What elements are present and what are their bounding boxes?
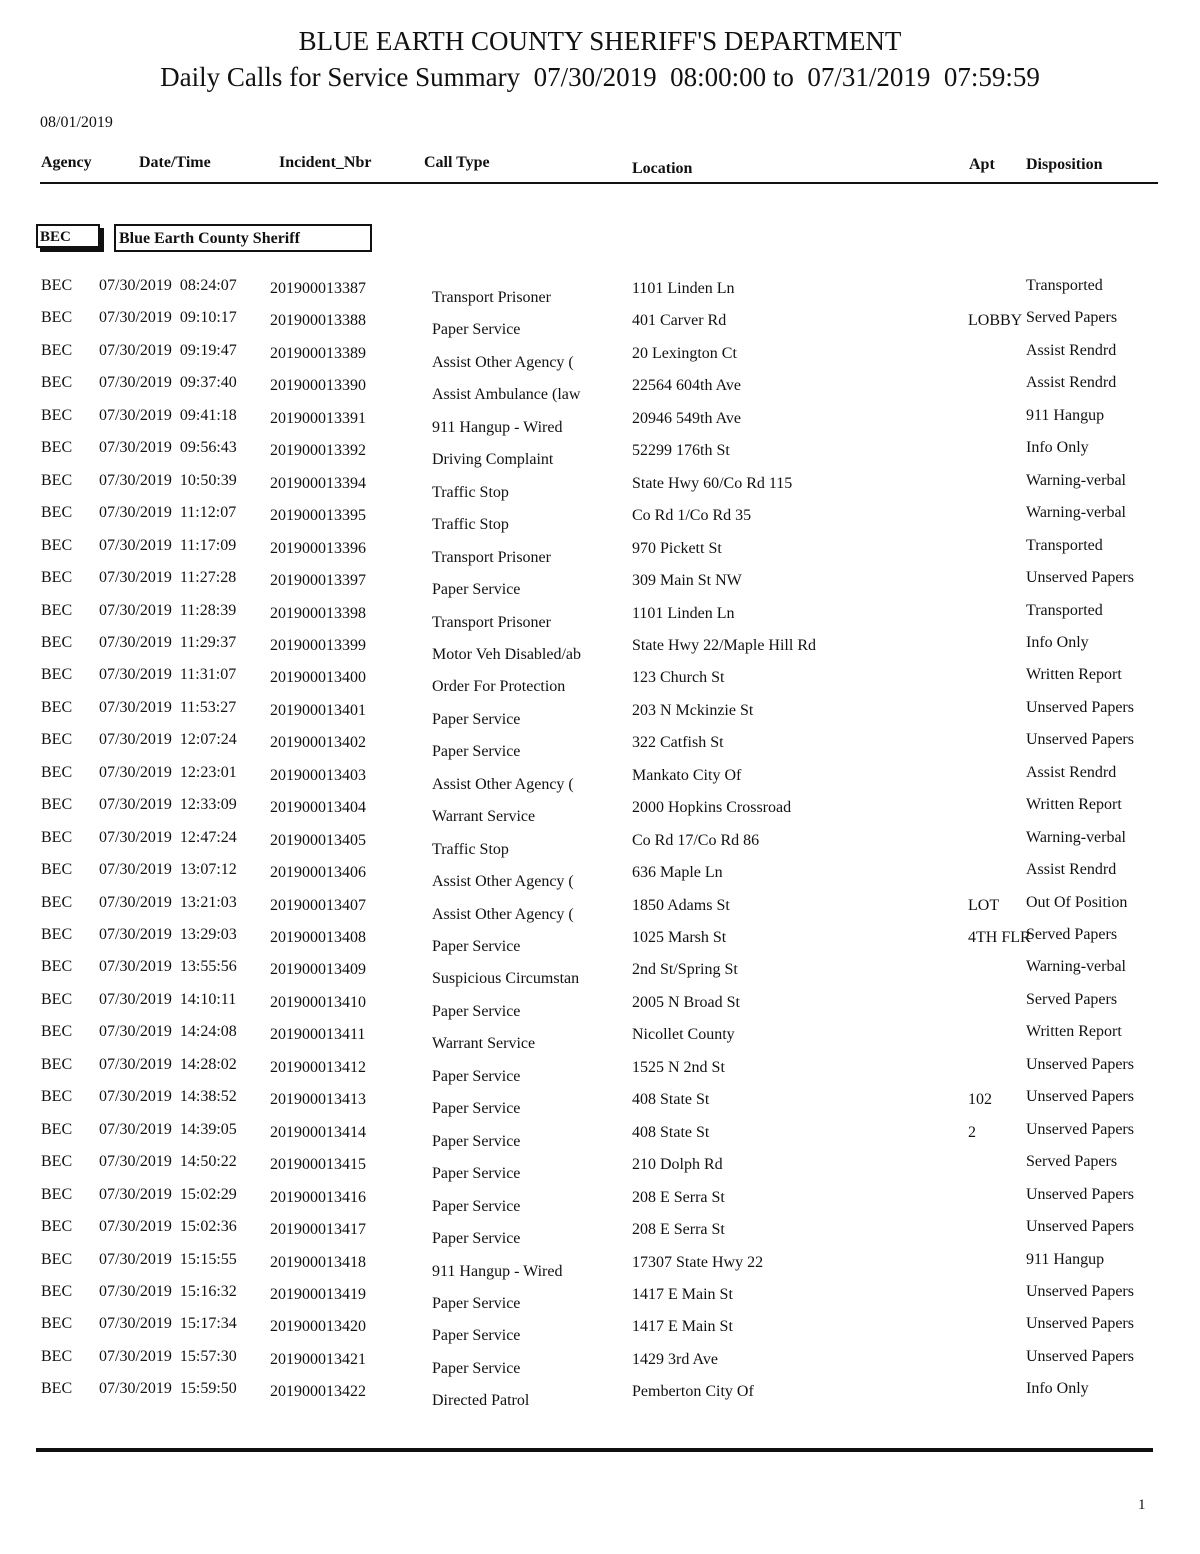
- table-row: [0, 602, 1200, 634]
- table-row: [0, 991, 1200, 1023]
- table-row: [0, 1218, 1200, 1250]
- agency-cell: BEC: [41, 1023, 73, 1041]
- agency-cell: BEC: [41, 1315, 73, 1333]
- incident-number-cell: 201900013418: [270, 1253, 366, 1271]
- disposition-cell: Assist Rendrd: [1026, 374, 1117, 392]
- apt-cell: 102: [968, 1091, 992, 1109]
- incident-number-cell: 201900013398: [270, 604, 366, 622]
- agency-cell: BEC: [41, 633, 73, 651]
- agency-cell: BEC: [41, 698, 73, 716]
- agency-cell: BEC: [41, 277, 73, 294]
- call-type-cell: Paper Service: [432, 321, 521, 339]
- call-type-cell: Suspicious Circumstan: [432, 970, 580, 988]
- datetime-cell: 07/30/2019 12:47:24: [99, 828, 237, 846]
- incident-number-cell: 201900013420: [270, 1318, 366, 1336]
- table-row: [0, 1380, 1200, 1412]
- location-cell: 2005 N Broad St: [632, 993, 740, 1011]
- disposition-cell: Unserved Papers: [1026, 1120, 1134, 1138]
- datetime-cell: 07/30/2019 10:50:39: [99, 471, 237, 489]
- column-header-agency: Agency: [41, 154, 92, 171]
- header-divider: [40, 182, 1158, 184]
- datetime-cell: 07/30/2019 15:59:50: [99, 1380, 237, 1398]
- table-row: [0, 1315, 1200, 1347]
- call-type-cell: Paper Service: [432, 743, 521, 761]
- disposition-cell: Info Only: [1026, 633, 1089, 651]
- incident-number-cell: 201900013391: [270, 409, 366, 427]
- call-type-cell: Paper Service: [432, 1197, 521, 1215]
- call-type-cell: Traffic Stop: [432, 483, 509, 501]
- incident-number-cell: 201900013417: [270, 1221, 366, 1239]
- disposition-cell: Served Papers: [1026, 990, 1118, 1008]
- agency-cell: BEC: [41, 1153, 73, 1171]
- datetime-cell: 07/30/2019 13:07:12: [99, 861, 237, 879]
- call-type-cell: Warrant Service: [432, 1035, 536, 1053]
- apt-cell: 2: [968, 1123, 976, 1141]
- call-type-cell: Paper Service: [432, 710, 521, 728]
- disposition-cell: Served Papers: [1026, 1153, 1118, 1171]
- call-type-cell: Paper Service: [432, 938, 521, 955]
- table-row: [0, 309, 1200, 341]
- agency-cell: BEC: [41, 958, 73, 976]
- location-cell: 210 Dolph Rd: [632, 1156, 723, 1174]
- datetime-cell: 07/30/2019 13:55:56: [99, 958, 237, 976]
- datetime-cell: 07/30/2019 11:28:39: [99, 601, 237, 619]
- datetime-cell: 07/30/2019 13:21:03: [99, 893, 237, 911]
- call-type-cell: Paper Service: [432, 1100, 521, 1118]
- datetime-cell: 07/30/2019 12:33:09: [99, 796, 237, 814]
- report-title: BLUE EARTH COUNTY SHERIFF'S DEPARTMENT: [298, 26, 902, 56]
- table-row: [0, 472, 1200, 504]
- agency-cell: BEC: [41, 536, 73, 554]
- call-type-cell: Directed Patrol: [432, 1392, 530, 1410]
- table-row: [0, 1023, 1200, 1055]
- agency-cell: BEC: [41, 926, 73, 943]
- call-type-cell: Paper Service: [432, 1359, 521, 1377]
- incident-number-cell: 201900013396: [270, 539, 366, 557]
- disposition-cell: Unserved Papers: [1026, 1088, 1134, 1106]
- call-type-cell: 911 Hangup - Wired: [432, 418, 563, 436]
- table-row: [0, 699, 1200, 731]
- incident-number-cell: 201900013389: [270, 344, 366, 362]
- disposition-cell: Served Papers: [1026, 926, 1118, 943]
- location-cell: 208 E Serra St: [632, 1221, 725, 1239]
- table-row: [0, 1283, 1200, 1315]
- location-cell: 2000 Hopkins Crossroad: [632, 799, 792, 817]
- datetime-cell: 07/30/2019 09:37:40: [99, 374, 237, 392]
- call-type-cell: Transport Prisoner: [432, 289, 551, 306]
- call-type-cell: Paper Service: [432, 1002, 521, 1020]
- datetime-cell: 07/30/2019 11:31:07: [99, 666, 237, 684]
- incident-number-cell: 201900013419: [270, 1285, 366, 1303]
- incident-number-cell: 201900013399: [270, 636, 366, 654]
- location-cell: 408 State St: [632, 1123, 710, 1141]
- disposition-cell: Unserved Papers: [1026, 1315, 1134, 1333]
- agency-cell: BEC: [41, 1218, 73, 1236]
- incident-number-cell: 201900013395: [270, 507, 366, 525]
- location-cell: 20946 549th Ave: [632, 409, 742, 427]
- agency-cell: BEC: [41, 1185, 73, 1203]
- agency-cell: BEC: [41, 1250, 73, 1268]
- datetime-cell: 07/30/2019 15:16:32: [99, 1282, 237, 1300]
- datetime-cell: 07/30/2019 09:10:17: [99, 309, 237, 327]
- agency-cell: BEC: [41, 893, 73, 911]
- report-subtitle: Daily Calls for Service Summary 07/30/2019 08:00:00 to 07/31/2019 07:59:59: [160, 62, 1040, 92]
- disposition-cell: Unserved Papers: [1026, 1218, 1134, 1236]
- agency-cell: BEC: [41, 796, 73, 814]
- disposition-cell: Unserved Papers: [1026, 569, 1134, 587]
- datetime-cell: 07/30/2019 15:15:55: [99, 1250, 237, 1268]
- incident-number-cell: 201900013403: [270, 766, 366, 784]
- table-row: [0, 1088, 1200, 1120]
- table-row: [0, 537, 1200, 569]
- agency-cell: BEC: [41, 763, 73, 781]
- agency-code-box: BEC: [36, 224, 100, 248]
- incident-number-cell: 201900013411: [270, 1026, 366, 1044]
- agency-cell: BEC: [41, 504, 73, 522]
- location-cell: 309 Main St NW: [632, 572, 742, 590]
- disposition-cell: 911 Hangup: [1026, 406, 1105, 424]
- table-row: [0, 277, 1200, 309]
- incident-number-cell: 201900013409: [270, 961, 366, 979]
- location-cell: 1850 Adams St: [632, 896, 730, 914]
- incident-number-cell: 201900013397: [270, 572, 366, 590]
- datetime-cell: 07/30/2019 14:39:05: [99, 1120, 237, 1138]
- disposition-cell: Info Only: [1026, 439, 1089, 457]
- datetime-cell: 07/30/2019 11:12:07: [99, 504, 237, 522]
- call-type-cell: Traffic Stop: [432, 516, 509, 534]
- call-type-cell: Paper Service: [432, 1132, 521, 1150]
- location-cell: State Hwy 22/Maple Hill Rd: [632, 636, 816, 654]
- table-row: [0, 569, 1200, 601]
- call-type-cell: 911 Hangup - Wired: [432, 1262, 563, 1280]
- location-cell: Co Rd 1/Co Rd 35: [632, 507, 752, 525]
- location-cell: Co Rd 17/Co Rd 86: [632, 831, 760, 849]
- agency-cell: BEC: [41, 1120, 73, 1138]
- table-row: [0, 958, 1200, 990]
- call-type-cell: Assist Ambulance (law: [432, 386, 581, 404]
- agency-cell: BEC: [41, 731, 73, 749]
- incident-number-cell: 201900013387: [270, 280, 366, 297]
- datetime-cell: 07/30/2019 09:56:43: [99, 439, 237, 457]
- disposition-cell: Warning-verbal: [1026, 471, 1126, 489]
- location-cell: 208 E Serra St: [632, 1188, 725, 1206]
- table-row: [0, 861, 1200, 893]
- column-header-incident: Incident_Nbr: [279, 154, 372, 171]
- call-type-cell: Assist Other Agency (: [432, 353, 574, 371]
- agency-cell: BEC: [41, 471, 73, 489]
- table-row: [0, 894, 1200, 926]
- page-number: 1: [1138, 1497, 1146, 1513]
- column-header-call-type: Call Type: [424, 154, 490, 171]
- disposition-cell: Transported: [1026, 536, 1103, 554]
- agency-cell: BEC: [41, 666, 73, 684]
- footer-divider: [36, 1448, 1153, 1452]
- datetime-cell: 07/30/2019 14:38:52: [99, 1088, 237, 1106]
- datetime-cell: 07/30/2019 15:02:36: [99, 1218, 237, 1236]
- table-row: [0, 439, 1200, 471]
- apt-cell: LOBBY: [968, 312, 1023, 330]
- datetime-cell: 07/30/2019 11:29:37: [99, 633, 237, 651]
- agency-cell: BEC: [41, 861, 73, 879]
- incident-number-cell: 201900013422: [270, 1383, 366, 1401]
- disposition-cell: Transported: [1026, 277, 1103, 294]
- table-row: [0, 764, 1200, 796]
- table-row: [0, 1251, 1200, 1283]
- table-row: [0, 1153, 1200, 1185]
- agency-cell: BEC: [41, 828, 73, 846]
- location-cell: 20 Lexington Ct: [632, 344, 737, 362]
- call-type-cell: Paper Service: [432, 1327, 521, 1345]
- call-type-cell: Assist Other Agency (: [432, 775, 574, 793]
- incident-number-cell: 201900013390: [270, 377, 366, 395]
- table-row: [0, 1186, 1200, 1218]
- call-type-cell: Paper Service: [432, 1067, 521, 1085]
- disposition-cell: Transported: [1026, 601, 1103, 619]
- location-cell: 17307 State Hwy 22: [632, 1253, 764, 1271]
- disposition-cell: Unserved Papers: [1026, 731, 1134, 749]
- call-type-cell: Motor Veh Disabled/ab: [432, 645, 582, 663]
- disposition-cell: Unserved Papers: [1026, 1282, 1134, 1300]
- table-row: [0, 634, 1200, 666]
- call-type-cell: Paper Service: [432, 1294, 521, 1312]
- location-cell: 408 State St: [632, 1091, 710, 1109]
- disposition-cell: Written Report: [1026, 666, 1122, 684]
- incident-number-cell: 201900013392: [270, 442, 366, 460]
- disposition-cell: Unserved Papers: [1026, 698, 1134, 716]
- call-type-cell: Transport Prisoner: [432, 613, 551, 631]
- disposition-cell: Out Of Position: [1026, 893, 1128, 911]
- incident-number-cell: 201900013413: [270, 1091, 366, 1109]
- location-cell: 1417 E Main St: [632, 1318, 733, 1336]
- disposition-cell: Written Report: [1026, 1023, 1122, 1041]
- disposition-cell: Warning-verbal: [1026, 828, 1126, 846]
- agency-cell: BEC: [41, 1282, 73, 1300]
- location-cell: 1101 Linden Ln: [632, 280, 735, 297]
- disposition-cell: Unserved Papers: [1026, 1055, 1134, 1073]
- datetime-cell: 07/30/2019 14:10:11: [99, 990, 237, 1008]
- datetime-cell: 07/30/2019 13:29:03: [99, 926, 237, 943]
- disposition-cell: Warning-verbal: [1026, 504, 1126, 522]
- datetime-cell: 07/30/2019 09:41:18: [99, 406, 237, 424]
- datetime-cell: 07/30/2019 14:24:08: [99, 1023, 237, 1041]
- datetime-cell: 07/30/2019 14:28:02: [99, 1055, 237, 1073]
- call-type-cell: Order For Protection: [432, 678, 566, 696]
- agency-cell: BEC: [41, 374, 73, 392]
- table-row: [0, 1056, 1200, 1088]
- incident-number-cell: 201900013416: [270, 1188, 366, 1206]
- column-header-apt: Apt: [969, 156, 995, 173]
- agency-cell: BEC: [41, 341, 73, 359]
- incident-number-cell: 201900013407: [270, 896, 366, 914]
- location-cell: Pemberton City Of: [632, 1383, 754, 1401]
- location-cell: 203 N Mckinzie St: [632, 701, 754, 719]
- agency-cell: BEC: [41, 406, 73, 424]
- table-row: [0, 342, 1200, 374]
- table-row: [0, 1121, 1200, 1153]
- agency-cell: BEC: [41, 1347, 73, 1365]
- location-cell: 22564 604th Ave: [632, 377, 742, 395]
- table-row: [0, 1348, 1200, 1380]
- disposition-cell: Info Only: [1026, 1380, 1089, 1398]
- call-type-cell: Assist Other Agency (: [432, 873, 574, 891]
- table-row: [0, 407, 1200, 439]
- datetime-cell: 07/30/2019 15:57:30: [99, 1347, 237, 1365]
- incident-number-cell: 201900013401: [270, 701, 366, 719]
- disposition-cell: Unserved Papers: [1026, 1185, 1134, 1203]
- datetime-cell: 07/30/2019 12:07:24: [99, 731, 237, 749]
- location-cell: State Hwy 60/Co Rd 115: [632, 474, 793, 492]
- datetime-cell: 07/30/2019 12:23:01: [99, 763, 237, 781]
- agency-cell: BEC: [41, 1088, 73, 1106]
- agency-cell: BEC: [41, 1055, 73, 1073]
- disposition-cell: Unserved Papers: [1026, 1347, 1134, 1365]
- datetime-cell: 07/30/2019 11:17:09: [99, 536, 237, 554]
- call-type-cell: Traffic Stop: [432, 840, 509, 858]
- location-cell: 52299 176th St: [632, 442, 730, 460]
- table-row: [0, 829, 1200, 861]
- location-cell: 1525 N 2nd St: [632, 1058, 725, 1076]
- call-type-cell: Paper Service: [432, 1230, 521, 1248]
- table-row: [0, 926, 1200, 958]
- disposition-cell: Assist Rendrd: [1026, 861, 1117, 879]
- incident-number-cell: 201900013405: [270, 831, 366, 849]
- incident-number-cell: 201900013400: [270, 669, 366, 687]
- location-cell: 1429 3rd Ave: [632, 1350, 718, 1368]
- table-row: [0, 374, 1200, 406]
- agency-cell: BEC: [41, 439, 73, 457]
- datetime-cell: 07/30/2019 11:53:27: [99, 698, 237, 716]
- incident-number-cell: 201900013412: [270, 1058, 366, 1076]
- location-cell: Mankato City Of: [632, 766, 742, 784]
- call-type-cell: Transport Prisoner: [432, 548, 551, 566]
- incident-number-cell: 201900013404: [270, 799, 366, 817]
- location-cell: 123 Church St: [632, 669, 725, 687]
- agency-cell: BEC: [41, 309, 73, 327]
- disposition-cell: Assist Rendrd: [1026, 763, 1117, 781]
- call-type-cell: Warrant Service: [432, 808, 536, 826]
- table-row: [0, 731, 1200, 763]
- incident-number-cell: 201900013421: [270, 1350, 366, 1368]
- datetime-cell: 07/30/2019 14:50:22: [99, 1153, 237, 1171]
- datetime-cell: 07/30/2019 09:19:47: [99, 341, 237, 359]
- location-cell: Nicollet County: [632, 1026, 735, 1044]
- datetime-cell: 07/30/2019 11:27:28: [99, 569, 237, 587]
- location-cell: 401 Carver Rd: [632, 312, 727, 330]
- incident-number-cell: 201900013388: [270, 312, 366, 330]
- disposition-cell: 911 Hangup: [1026, 1250, 1105, 1268]
- location-cell: 1101 Linden Ln: [632, 604, 735, 622]
- datetime-cell: 07/30/2019 15:02:29: [99, 1185, 237, 1203]
- table-row: [0, 504, 1200, 536]
- agency-name-box: Blue Earth County Sheriff: [114, 224, 372, 252]
- disposition-cell: Written Report: [1026, 796, 1122, 814]
- location-cell: 970 Pickett St: [632, 539, 722, 557]
- column-header-location: Location: [632, 160, 693, 177]
- incident-number-cell: 201900013406: [270, 864, 366, 882]
- call-type-cell: Assist Other Agency (: [432, 905, 574, 923]
- disposition-cell: Assist Rendrd: [1026, 341, 1117, 359]
- location-cell: 1025 Marsh St: [632, 929, 727, 946]
- table-row: [0, 666, 1200, 698]
- incident-number-cell: 201900013408: [270, 929, 366, 946]
- column-header-disposition: Disposition: [1026, 156, 1103, 173]
- incident-number-cell: 201900013402: [270, 734, 366, 752]
- table-row: [0, 796, 1200, 828]
- call-type-cell: Paper Service: [432, 1165, 521, 1183]
- disposition-cell: Warning-verbal: [1026, 958, 1126, 976]
- agency-cell: BEC: [41, 1380, 73, 1398]
- location-cell: 2nd St/Spring St: [632, 961, 738, 979]
- call-type-cell: Paper Service: [432, 581, 521, 599]
- datetime-cell: 07/30/2019 08:24:07: [99, 277, 237, 294]
- datetime-cell: 07/30/2019 15:17:34: [99, 1315, 237, 1333]
- incident-number-cell: 201900013410: [270, 993, 366, 1011]
- location-cell: 1417 E Main St: [632, 1285, 733, 1303]
- apt-cell: 4TH FLR: [968, 929, 1031, 946]
- agency-cell: BEC: [41, 601, 73, 619]
- incident-number-cell: 201900013394: [270, 474, 366, 492]
- apt-cell: LOT: [968, 896, 1000, 914]
- column-header-datetime: Date/Time: [139, 154, 211, 171]
- agency-cell: BEC: [41, 569, 73, 587]
- incident-number-cell: 201900013414: [270, 1123, 366, 1141]
- disposition-cell: Served Papers: [1026, 309, 1118, 327]
- agency-cell: BEC: [41, 990, 73, 1008]
- location-cell: 322 Catfish St: [632, 734, 724, 752]
- run-date: 08/01/2019: [40, 114, 113, 131]
- location-cell: 636 Maple Ln: [632, 864, 723, 882]
- incident-number-cell: 201900013415: [270, 1156, 366, 1174]
- call-type-cell: Driving Complaint: [432, 451, 554, 469]
